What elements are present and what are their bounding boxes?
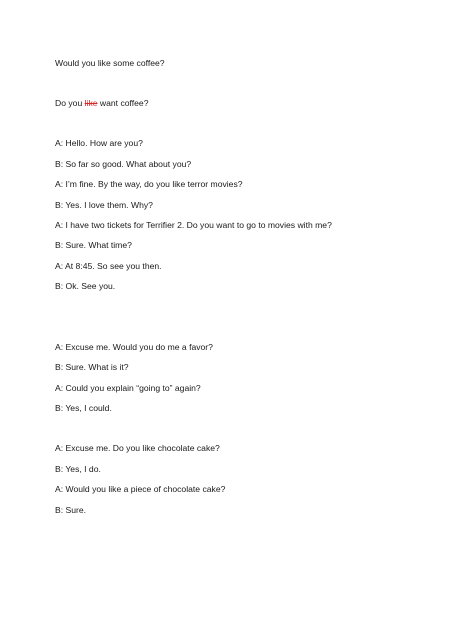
- dialogue2-line-1: A: Excuse me. Would you do me a favor?: [55, 342, 213, 352]
- dialogue1-line-3: A: I’m fine. By the way, do you like terror movies?: [55, 179, 243, 189]
- dialogue3-line-3: A: Would you like a piece of chocolate cake?: [55, 484, 226, 494]
- struck-word: like: [84, 98, 98, 108]
- dialogue1-line-6: B: Sure. What time?: [55, 240, 132, 250]
- dialogue3-line-4: B: Sure.: [55, 505, 87, 515]
- dialogue2-line-2: B: Sure. What is it?: [55, 362, 129, 372]
- dialogue1-line-4: B: Yes. I love them. Why?: [55, 200, 153, 210]
- correction-sentence: [55, 98, 149, 109]
- dialogue2-line-3: A: Could you explain “going to” again?: [55, 383, 201, 393]
- dialogue1-line-1: A: Hello. How are you?: [55, 138, 143, 148]
- dialogue1-line-2: B: So far so good. What about you?: [55, 159, 192, 169]
- correction-before: Do you: [55, 98, 85, 108]
- dialogue3-line-2: B: Yes, I do.: [55, 464, 101, 474]
- dialogue1-line-7: A: At 8:45. So see you then.: [55, 261, 162, 271]
- dialogue2-line-4: B: Yes, I could.: [55, 403, 112, 413]
- correction-after: want coffee?: [97, 98, 149, 108]
- dialogue1-line-8: B: Ok. See you.: [55, 281, 116, 291]
- intro-question: Would you like some coffee?: [55, 58, 165, 68]
- dialogue3-line-1: A: Excuse me. Do you like chocolate cake?: [55, 443, 220, 453]
- dialogue1-line-5: A: I have two tickets for Terrifier 2. Do you want to go to movies with me?: [55, 220, 332, 230]
